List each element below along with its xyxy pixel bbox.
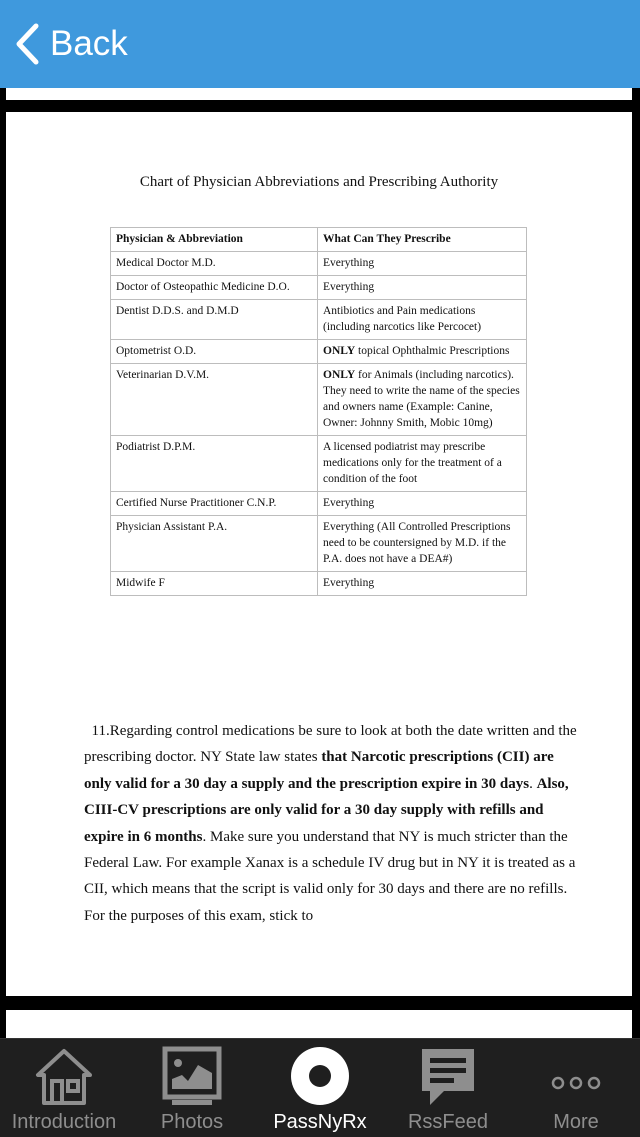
prescribe-cell (318, 436, 527, 492)
paragraph-segment: 11.Regarding control medications be sure to look at both the date written and the prescribing doctor. NY State law states (84, 723, 577, 766)
physician-cell: Doctor of Osteopathic Medicine D.O. (111, 276, 318, 300)
tab-bar (0, 1038, 640, 1137)
column-header: What Can They Prescribe (318, 228, 527, 252)
prescribe-text: Antibiotics and Pain medications (including narcotics like Percocet) (323, 305, 482, 333)
tab-label: PassNyRx (273, 1111, 367, 1133)
message-icon (418, 1045, 478, 1107)
tab-label: Photos (160, 1111, 224, 1133)
prescribe-cell (318, 492, 527, 516)
prescribe-cell (318, 340, 527, 364)
table-row (111, 436, 527, 492)
paragraph-11 (84, 718, 584, 929)
home-icon (34, 1045, 94, 1107)
table-row (111, 252, 527, 276)
prescribe-cell (318, 516, 527, 572)
tab-passnyrx[interactable] (256, 1039, 384, 1137)
tab-introduction[interactable] (0, 1039, 128, 1137)
tab-rssfeed[interactable] (384, 1039, 512, 1137)
prescribe-cell (318, 300, 527, 340)
tab-photos[interactable] (128, 1039, 256, 1137)
tab-label: More (553, 1111, 599, 1133)
document-title: Chart of Physician Abbreviations and Prescribing Authority (139, 174, 499, 190)
record-icon (290, 1045, 350, 1107)
physician-cell: Dentist D.D.S. and D.M.D (111, 300, 318, 340)
physician-cell: Midwife F (111, 572, 318, 596)
prescribe-cell (318, 276, 527, 300)
back-label: Back (50, 24, 128, 63)
document-page[interactable] (6, 112, 632, 996)
prescribe-text: Everything (323, 577, 375, 589)
prescribe-text: Everything (323, 497, 375, 509)
prescribe-text: Everything (323, 257, 375, 269)
table-row (111, 516, 527, 572)
prescribe-cell (318, 572, 527, 596)
chevron-left-icon (14, 22, 40, 66)
table-header-row (111, 228, 527, 252)
table-row (111, 276, 527, 300)
tab-label: Introduction (11, 1111, 117, 1133)
prescribe-text: Everything (323, 281, 375, 293)
back-button[interactable] (14, 20, 128, 68)
prescribe-cell (318, 252, 527, 276)
prescribe-text: Everything (All Controlled Prescriptions need to be countersigned by M.D. if the P.A. does not have a DEA#) (323, 521, 511, 565)
prescribe-cell (318, 364, 527, 436)
column-header: Physician & Abbreviation (111, 228, 318, 252)
physician-cell: Physician Assistant P.A. (111, 516, 318, 572)
paragraph-segment: . Make sure you understand that NY is much stricter than the Federal Law. For example Xanax is a schedule IV drug but in NY it is treated as a CII, which means that the script is valid only for 30 days and there are no refills. For the purposes of this exam, stick to (84, 828, 576, 924)
table-row (111, 364, 527, 436)
prescribe-text: topical Ophthalmic Prescriptions (355, 345, 510, 357)
paragraph-segment: . (529, 775, 537, 792)
physician-table (110, 227, 527, 596)
prescribe-emphasis: ONLY (323, 369, 356, 381)
table-row (111, 572, 527, 596)
previous-page-edge (6, 88, 632, 100)
paragraph-bold-segment: Also, CIII-CV prescriptions are only valid for a 30 day supply with refills and expire in 6 months (84, 775, 569, 845)
physician-cell: Certified Nurse Practitioner C.N.P. (111, 492, 318, 516)
table-row (111, 300, 527, 340)
physician-cell: Veterinarian D.V.M. (111, 364, 318, 436)
prescribe-emphasis: ONLY (323, 345, 356, 357)
prescribe-text: for Animals (including narcotics). They need to write the name of the species and owners name (Example: Canine, Owner: Johnny Smith, Mobic 10mg) (323, 369, 520, 429)
tab-label: RssFeed (407, 1111, 489, 1133)
physician-cell: Medical Doctor M.D. (111, 252, 318, 276)
prescribe-text: A licensed podiatrist may prescribe medications only for the treatment of a condition of the foot (323, 441, 502, 485)
physician-cell: Optometrist O.D. (111, 340, 318, 364)
more-icon (546, 1045, 606, 1107)
table-row (111, 340, 527, 364)
physician-cell: Podiatrist D.P.M. (111, 436, 318, 492)
table-row (111, 492, 527, 516)
paragraph-bold-segment: that Narcotic prescriptions (CII) are only valid for a 30 day a supply and the prescription expire in 30 days (84, 749, 554, 792)
navigation-bar (0, 0, 640, 88)
photos-icon (162, 1045, 222, 1107)
tab-more[interactable] (512, 1039, 640, 1137)
